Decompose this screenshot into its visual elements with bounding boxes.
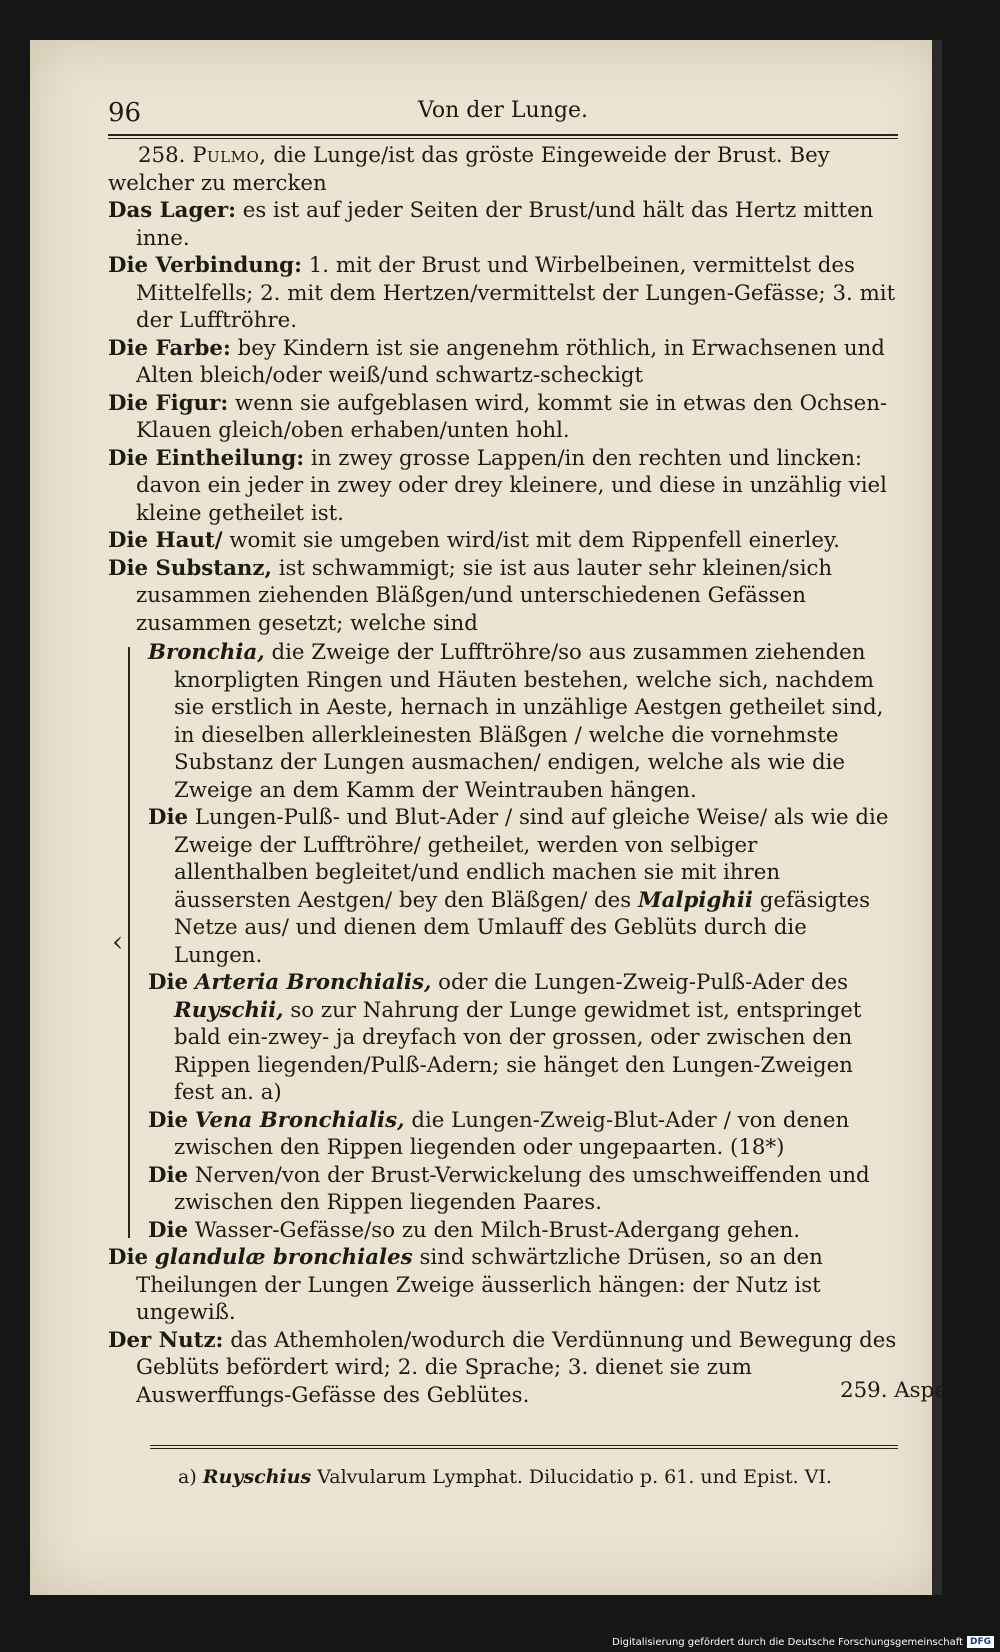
braced-lead: Die: [148, 1162, 189, 1188]
entry-term: Das Lager:: [108, 198, 236, 223]
digitization-credit: [612, 1636, 994, 1648]
section-number: 258.: [138, 143, 186, 168]
braced-lead: Die: [148, 1107, 189, 1133]
entry-term: Die Substanz,: [108, 555, 272, 581]
entry-text: bey Kindern ist sie angenehm röthlich, in Erwachsenen und Alten bleich/oder weiß/und schwartz-scheckigt: [136, 335, 885, 388]
entry-term: Die Verbindung:: [108, 253, 302, 278]
entry-text: das Athemholen/wodurch die Verdünnung und Bewegung des Geblüts befördert wird; 2. die Sprache; 3. dienet sie zum Auswerffungs-Gefässe des Geblütes.: [136, 1327, 897, 1408]
footnote-author: Ruyschius: [202, 1466, 312, 1488]
braced-item: [148, 969, 898, 1107]
entry-term: Die Eintheilung:: [108, 445, 305, 471]
entry: [108, 1244, 898, 1327]
page-edge: [932, 40, 942, 1595]
section-head: Pulmo,: [192, 143, 267, 168]
entry-text: in zwey grosse Lappen/in den rechten und lincken: davon ein jeder in zwey oder drey kleinere, und diese in unzählig viel kleine getheilet ist.: [136, 445, 887, 526]
running-head: Von der Lunge.: [418, 98, 588, 123]
entry: [108, 445, 898, 528]
entry: [108, 1327, 898, 1410]
entry: [108, 252, 898, 335]
braced-lead: Die: [148, 970, 189, 995]
brace-tip: ‹: [112, 924, 124, 958]
braced-lead: Die: [148, 1217, 189, 1243]
entry-text: 1. mit der Brust und Wirbelbeinen, vermittelst des Mittelfells; 2. mit dem Hertzen/vermittelst der Lungen-Gefässe; 3. mit der Lufftröhre.: [136, 253, 896, 333]
entry: [108, 335, 898, 390]
entry-term: Die Figur:: [108, 390, 229, 416]
dfg-logo: DFG: [967, 1636, 994, 1648]
intro-text: die Lunge/ist das gröste Eingeweide der Brust. Bey welcher zu mercken: [108, 143, 830, 196]
braced-item: [148, 1162, 898, 1217]
braced-text: Nerven/von der Brust-Verwickelung des umschweiffenden und zwischen den Rippen liegenden Paares.: [174, 1162, 870, 1215]
footnote-rule: [150, 1445, 898, 1449]
braced-italic: Vena Bronchialis,: [194, 1107, 405, 1133]
page-number: 96: [108, 98, 142, 128]
entry: [108, 527, 898, 555]
braced-italic: Ruyschii,: [174, 997, 284, 1023]
footnote: [178, 1466, 832, 1488]
braced-text: die Zweige der Lufftröhre/so aus zusammen ziehenden knorpligten Ringen und Häuten bestehen, welche sich, nachdem sie erstlich in Aeste, hernach in unzählige Aestgen getheilet sind, in dieselben allerkleinesten Bläßgen / welche die vornehmste Substanz der Lungen ausmachen/ endigen, welche als wie die Zweige an dem Kamm der Weintrauben hängen.: [174, 640, 884, 803]
entry-italic: glandulæ bronchiales: [154, 1245, 413, 1270]
entry: [108, 197, 898, 252]
braced-text: Wasser-Gefässe/so zu den Milch-Brust-Adergang gehen.: [194, 1217, 801, 1243]
braced-italic: Malpighii: [638, 887, 754, 913]
braced-italic: Arteria Bronchialis,: [194, 970, 432, 995]
page-header: [108, 98, 898, 132]
section-intro: [108, 142, 898, 197]
entry-text: es ist auf jeder Seiten der Brust/und hält das Hertz mitten inne.: [136, 198, 874, 251]
entry: [108, 555, 898, 638]
footnote-mark: a): [178, 1466, 197, 1488]
braced-italic: Bronchia,: [148, 640, 265, 665]
braced-tail: so zur Nahrung der Lunge gewidmet ist, entspringet bald ein-zwey- ja dreyfach von der grossen, oder zwischen den Rippen liegenden/Pulß-Adern; sie hänget den Lungen-Zweigen fest an. a): [174, 997, 862, 1105]
entry-term: Die: [108, 1245, 149, 1270]
braced-text: die Lungen-Zweig-Blut-Ader / von denen zwischen den Rippen liegenden oder ungepaarten. (18*): [174, 1107, 850, 1160]
braced-text: oder die Lungen-Zweig-Pulß-Ader des: [438, 970, 849, 995]
braced-item: [148, 1107, 898, 1162]
entry-term: Der Nutz:: [108, 1327, 224, 1353]
brace-list: [112, 639, 898, 1244]
entry-term: Die Farbe:: [108, 335, 231, 361]
braced-lead: Die: [148, 805, 189, 830]
catchword: 259. Aspe-: [840, 1378, 954, 1403]
header-rule: [108, 134, 898, 139]
page-body: [108, 142, 898, 1409]
entry: [108, 390, 898, 445]
braced-item: [148, 804, 898, 969]
brace-line: [128, 647, 138, 1238]
entry-text: ist schwammigt; sie ist aus lauter sehr kleinen/sich zusammen ziehenden Bläßgen/und unterschiedenen Gefässen zusammen gesetzt; welche sind: [136, 555, 833, 636]
braced-tail: gefäsigtes Netze aus/ und dienen dem Umlauff des Geblüts durch die Lungen.: [174, 887, 871, 968]
braced-item: [148, 1217, 898, 1245]
braced-item: [148, 639, 898, 804]
braced-text: Lungen-Pulß- und Blut-Ader / sind auf gleiche Weise/ als wie die Zweige der Lufftröhre/ getheilet, werden von selbiger allenthalben begleitet/und endlich machen sie mit ihren äussersten Aestgen/ bey den Bläßgen/ des: [174, 805, 889, 913]
entry-text: sind schwärtzliche Drüsen, so an den Theilungen der Lungen Zweige äusserlich hängen: der Nutz ist ungewiß.: [136, 1245, 823, 1325]
entry-term: Die Haut/: [108, 528, 223, 553]
entry-text: womit sie umgeben wird/ist mit dem Rippenfell einerley.: [229, 528, 840, 553]
footnote-text: Valvularum Lymphat. Dilucidatio p. 61. und Epist. VI.: [317, 1466, 832, 1488]
entry-text: wenn sie aufgeblasen wird, kommt sie in etwas den Ochsen-Klauen gleich/oben erhaben/unten hohl.: [136, 390, 888, 443]
credit-text: Digitalisierung gefördert durch die Deutsche Forschungsgemeinschaft: [612, 1636, 963, 1648]
